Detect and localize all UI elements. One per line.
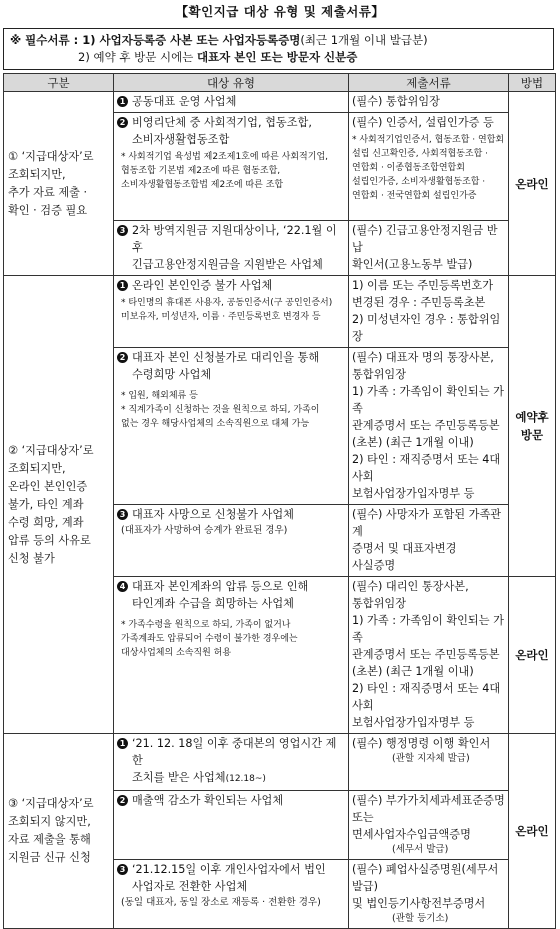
table-row (4, 276, 556, 348)
group-2-method-visit: 예약후 방문 (509, 276, 556, 577)
circled-number-icon: 1 (117, 96, 128, 107)
circled-number-icon: 4 (117, 581, 128, 592)
type-note: * 가족수령을 원칙으로 하되, 가족이 없거나 가족계좌도 압류되어 수령이 불가한 경우에는 대상사업체의 소속직원 허용 (121, 620, 298, 658)
notice-line-2-bold: 대표자 본인 또는 방문자 신분증 (196, 50, 358, 64)
type-text: 대표자 본인 신청불가로 대리인을 통해 수령희망 사업체 (132, 351, 320, 381)
header-type: 대상 유형 (114, 74, 349, 92)
notice-line-1 (10, 32, 553, 49)
docs-note: (관할 등기소) (392, 913, 449, 924)
type-note: (대표자가 사망하여 승계가 완료된 경우) (121, 525, 288, 536)
group-3-method: 온라인 (509, 734, 556, 929)
header-docs: 제출서류 (349, 74, 509, 92)
notice-line-1-suffix: (최근 1개월 이내 발급분) (300, 33, 428, 47)
docs-note: (관할 지자체 발급) (392, 753, 470, 764)
circled-number-icon: 1 (117, 738, 128, 749)
type-note: * 사회적기업 육성법 제2조제1호에 따른 사회적기업, 협동조합 기본법 제2조에 따른 협동조합, 소비자생활협동조합법 제2조에 따른 조합 (121, 152, 328, 190)
table-header-row (4, 74, 556, 92)
type-note: * 타인명의 휴대폰 사용자, 공동인증서(구 공인인증서) 미보유자, 미성년자, 이름 · 주민등록번호 변경자 등 (121, 298, 333, 322)
group-2-label: ② ‘지급대상자’로 조회되지만, 온라인 본인인증 불가, 타인 계좌 수령 희망, 계좌 압류 등의 사유로 신청 불가 (4, 276, 114, 734)
type-text: 매출액 감소가 확인되는 사업체 (132, 794, 284, 807)
circled-number-icon: 3 (117, 864, 128, 875)
type-text: 대표자 본인계좌의 압류 등으로 인해 타인계좌 수급을 희망하는 사업체 (132, 580, 309, 610)
docs-text: (필수) 부가가치세과세표준증명 또는 면세사업자수입금액증명 (352, 794, 505, 841)
type-text: 대표자 사망으로 신청불가 사업체 (132, 508, 294, 521)
docs-text: (필수) 긴급고용안정지원금 반납 확인서(고용노동부 발급) (352, 224, 498, 271)
docs-text: (필수) 폐업사실증명원(세무서 발급) 및 법인등기사항전부증명서 (352, 863, 499, 910)
type-note: (동일 대표자, 동일 장소로 재등록 · 전환한 경우) (121, 897, 321, 908)
eligibility-table (3, 73, 556, 929)
type-text: 2차 방역지원금 지원대상이나, ‘22.1월 이후 긴급고용안정지원금을 지원받은 사업체 (132, 224, 337, 271)
group-1-method: 온라인 (509, 92, 556, 276)
circled-number-icon: 2 (117, 117, 128, 128)
header-method: 방법 (509, 74, 556, 92)
type-inline-note: (12.18~) (225, 774, 266, 784)
docs-text: (필수) 사망자가 포함된 가족관계 증명서 및 대표자변경 사실증명 (352, 508, 502, 572)
type-text: 온라인 본인인증 불가 사업체 (132, 279, 273, 292)
header-category: 구분 (4, 74, 114, 92)
docs-text: (필수) 인증서, 설립인가증 등 (352, 116, 494, 129)
required-docs-notice (3, 28, 554, 70)
table-row (4, 92, 556, 113)
type-text: ‘21.12.15일 이후 개인사업자에서 법인 사업자로 전환한 사업체 (132, 863, 326, 893)
docs-text: (필수) 대표자 명의 통장사본, 통합위임장 1) 가족 : 가족임이 확인되는 가족 관계증명서 또는 주민등록등본 (초본) (최근 1개월 이내) 2) 타인 : 재직증명서 또는 4대사회 보험사업장가입자명부 등 (352, 351, 504, 500)
table-row (4, 734, 556, 791)
docs-text: (필수) 행정명령 이행 확인서 (352, 737, 491, 750)
type-text: 공동대표 운영 사업체 (132, 95, 237, 108)
circled-number-icon: 2 (117, 795, 128, 806)
type-text: ‘21. 12. 18일 이후 중대본의 영업시간 제한 조치를 받은 사업체 (132, 737, 337, 784)
circled-number-icon: 2 (117, 352, 128, 363)
circled-number-icon: 1 (117, 280, 128, 291)
docs-note: (세무서 발급) (392, 844, 449, 855)
group-3-label: ③ ‘지급대상자’로 조회되지 않지만, 자료 제출을 통해 지원금 신규 신청 (4, 734, 114, 929)
docs-text: (필수) 대리인 통장사본, 통합위임장 1) 가족 : 가족임이 확인되는 가족 관계증명서 또는 주민등록등본 (초본) (최근 1개월 이내) 2) 타인 : 재직증명서 또는 4대사회 보험사업장가입자명부 등 (352, 580, 504, 729)
notice-line-1-main: ※ 필수서류 : 1) 사업자등록증 사본 또는 사업자등록증명 (10, 33, 301, 47)
docs-note: * 사회적기업인증서, 협동조합 · 연합회 설립 신고확인증, 사회적협동조합 · 연합회 · 이종협동조합연합회 설립인가증, 소비자생활협동조합 · 연합회 · 전국연합회 설립인가증 (352, 135, 505, 201)
docs-text: (필수) 통합위임장 (352, 95, 440, 108)
notice-line-2-main: 2) 예약 후 방문 시에는 (78, 50, 197, 64)
notice-line-2 (10, 49, 553, 66)
group-2-method-online: 온라인 (509, 577, 556, 734)
document-title: 【확인지급 대상 유형 및 제출서류】 (175, 4, 385, 19)
docs-text: 1) 이름 또는 주민등록번호가 변경된 경우 : 주민등록초본 2) 미성년자인 경우 : 통합위임장 (352, 279, 501, 343)
type-note: * 입원, 해외체류 등 * 직계가족이 신청하는 것을 원칙으로 하되, 가족이 없는 경우 해당사업체의 소속직원으로 대체 가능 (121, 391, 320, 429)
circled-number-icon: 3 (117, 509, 128, 520)
type-text: 비영리단체 중 사회적기업, 협동조합, 소비자생활협동조합 (132, 116, 312, 146)
group-1-label: ① ‘지급대상자’로 조회되지만, 추가 자료 제출 · 확인 · 검증 필요 (4, 92, 114, 276)
circled-number-icon: 3 (117, 225, 128, 236)
